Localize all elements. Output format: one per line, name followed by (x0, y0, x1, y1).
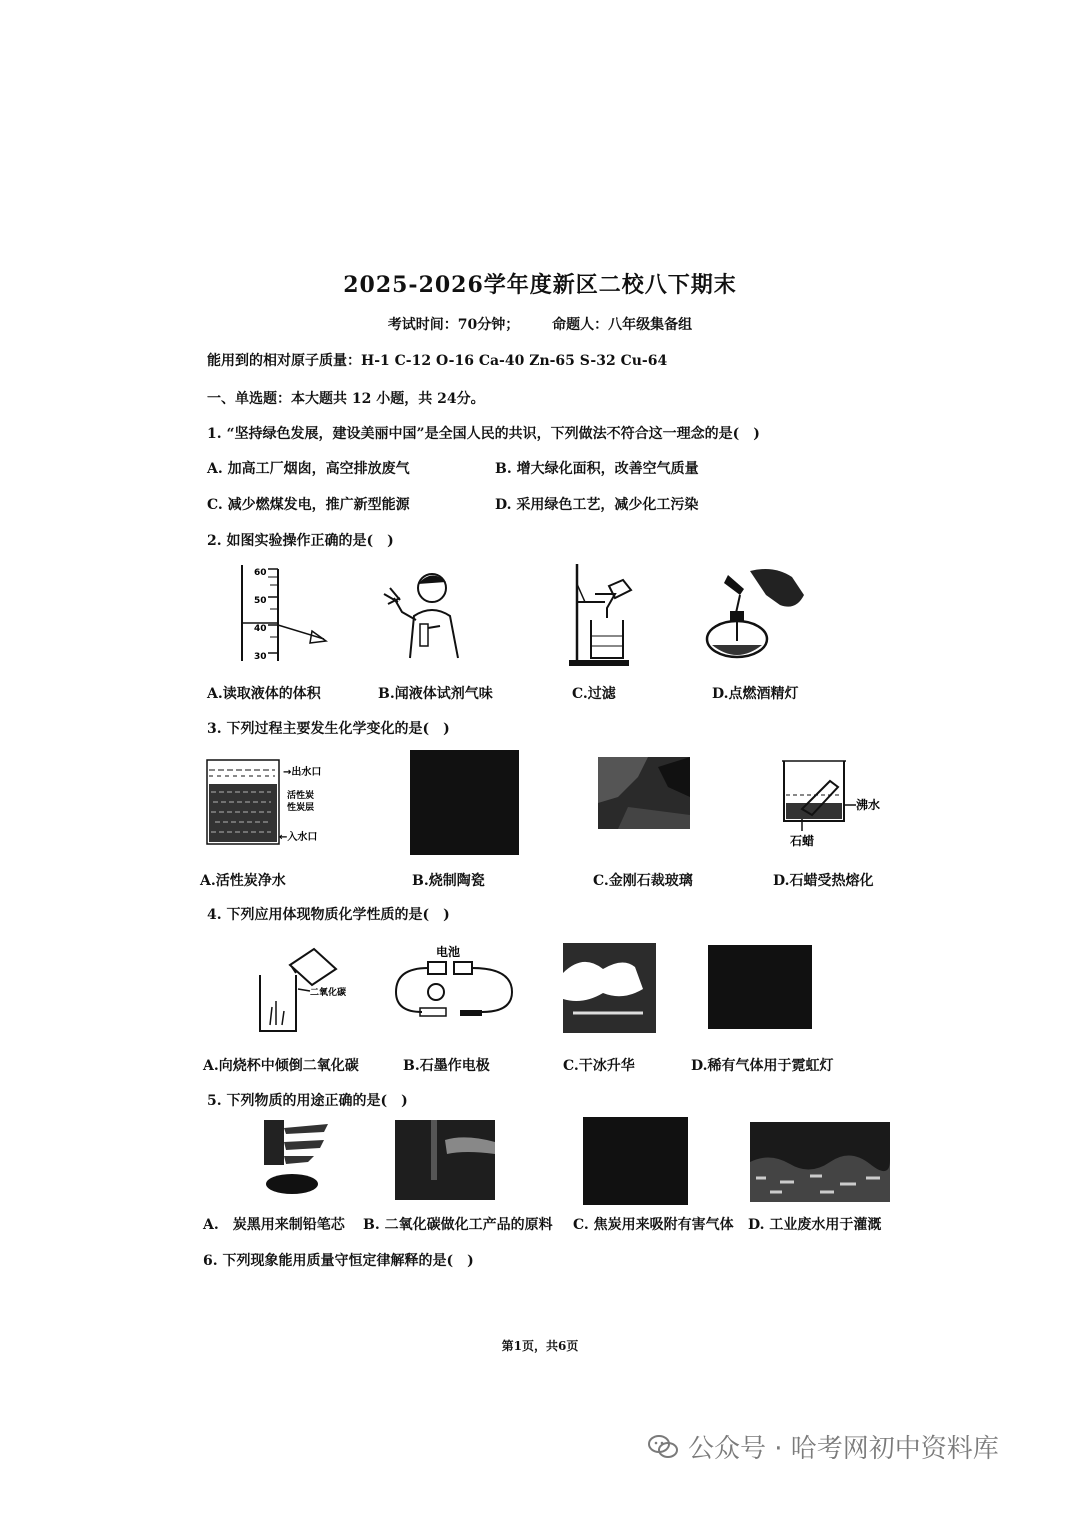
q4-option-d: D.稀有气体用于霓虹灯 (691, 1058, 834, 1074)
section-heading: 一、单选题：本大题共 12 小题，共 24分。 (207, 391, 485, 407)
tick-30: 30 (254, 652, 267, 662)
exam-title: 2025-2026学年度新区二校八下期末 (343, 272, 737, 298)
q2-option-c: C.过滤 (572, 686, 616, 702)
q5-option-b: B. 二氧化碳做化工产品的原料 (363, 1217, 553, 1233)
q3-figure-c-photo (598, 757, 690, 829)
label-layer1: 活性炭 (287, 791, 315, 801)
q4-figure-d-photo (708, 945, 812, 1029)
q2-option-a: A.读取液体的体积 (207, 686, 321, 702)
q3-option-a: A.活性炭净水 (200, 873, 286, 889)
exam-author: 命题人：八年级集备组 (552, 317, 693, 333)
wechat-icon (648, 1434, 678, 1460)
q3-figure-d-wax-melting (772, 755, 882, 850)
q2-option-b: B.闻液体试剂气味 (378, 686, 493, 702)
exam-meta (0, 314, 1080, 334)
q4-option-a: A.向烧杯中倾倒二氧化碳 (203, 1058, 359, 1074)
atomic-masses: 能用到的相对原子质量：H-1 C-12 O-16 Ca-40 Zn-65 S-32 Cu-64 (207, 353, 668, 369)
q4-figure-b-circuit (392, 942, 517, 1032)
q3-figure-b-photo (410, 750, 519, 855)
q2-option-d: D.点燃酒精灯 (712, 686, 799, 702)
label-layer2: 性炭层 (287, 803, 315, 813)
watermark-text: 公众号 · 哈考网初中资料库 (688, 1434, 999, 1464)
q4-option-c: C.干冰升华 (563, 1058, 635, 1074)
label-wax: 石蜡 (790, 834, 815, 848)
q2-figure-b-smelling (380, 568, 470, 660)
q2-figure-d-alcohol-lamp (700, 565, 810, 665)
q1-option-a: A. 加高工厂烟囱，高空排放废气 (207, 461, 410, 477)
q3-figure-a-purifier (205, 758, 345, 848)
q4-option-b: B.石墨作电极 (403, 1058, 490, 1074)
q3-option-d: D.石蜡受热熔化 (773, 873, 874, 889)
q1-option-d: D. 采用绿色工艺，减少化工污染 (495, 497, 699, 513)
exam-time: 考试时间：70分钟； (387, 317, 520, 333)
label-inlet: ←入水口 (279, 832, 318, 843)
question-3-stem: 3. 下列过程主要发生化学变化的是( ) (207, 721, 450, 737)
q5-option-a: A. 炭黑用来制铅笔芯 (203, 1217, 345, 1233)
q1-option-c: C. 减少燃煤发电，推广新型能源 (207, 497, 410, 513)
watermark (648, 1428, 999, 1465)
q5-figure-a-photo (264, 1120, 328, 1195)
question-4-stem: 4. 下列应用体现物质化学性质的是( ) (207, 907, 450, 923)
question-2-stem: 2. 如图实验操作正确的是( ) (207, 533, 394, 549)
tick-40: 40 (254, 624, 267, 634)
q4-figure-c-photo (563, 943, 656, 1033)
label-water: 沸水 (856, 798, 881, 812)
q5-option-c: C. 焦炭用来吸附有害气体 (573, 1217, 734, 1233)
q2-figure-a-cylinder (230, 563, 350, 663)
question-6-stem: 6. 下列现象能用质量守恒定律解释的是( ) (203, 1253, 474, 1269)
q3-option-b: B.烧制陶瓷 (412, 873, 485, 889)
question-1-stem: 1. “坚持绿色发展，建设美丽中国”是全国人民的共识，下列做法不符合这一理念的是( ) (207, 426, 760, 442)
label-outlet: →出水口 (283, 767, 322, 778)
q3-option-c: C.金刚石裁玻璃 (593, 873, 693, 889)
tick-60: 60 (254, 568, 267, 578)
page-number: 第1页，共6页 (501, 1339, 579, 1353)
q5-figure-b-photo (395, 1120, 495, 1200)
q5-option-d: D. 工业废水用于灌溉 (748, 1217, 882, 1233)
q5-figure-d-photo (750, 1122, 890, 1202)
label-battery: 电池 (436, 945, 461, 959)
question-5-stem: 5. 下列物质的用途正确的是( ) (207, 1093, 408, 1109)
q4-figure-a-pouring-co2 (250, 945, 360, 1035)
q5-figure-c-photo (583, 1117, 688, 1205)
tick-50: 50 (254, 596, 267, 606)
q2-figure-c-filtration (565, 560, 645, 670)
q1-option-b: B. 增大绿化面积，改善空气质量 (495, 461, 699, 477)
label-co2: 二氧化碳 (310, 988, 347, 998)
